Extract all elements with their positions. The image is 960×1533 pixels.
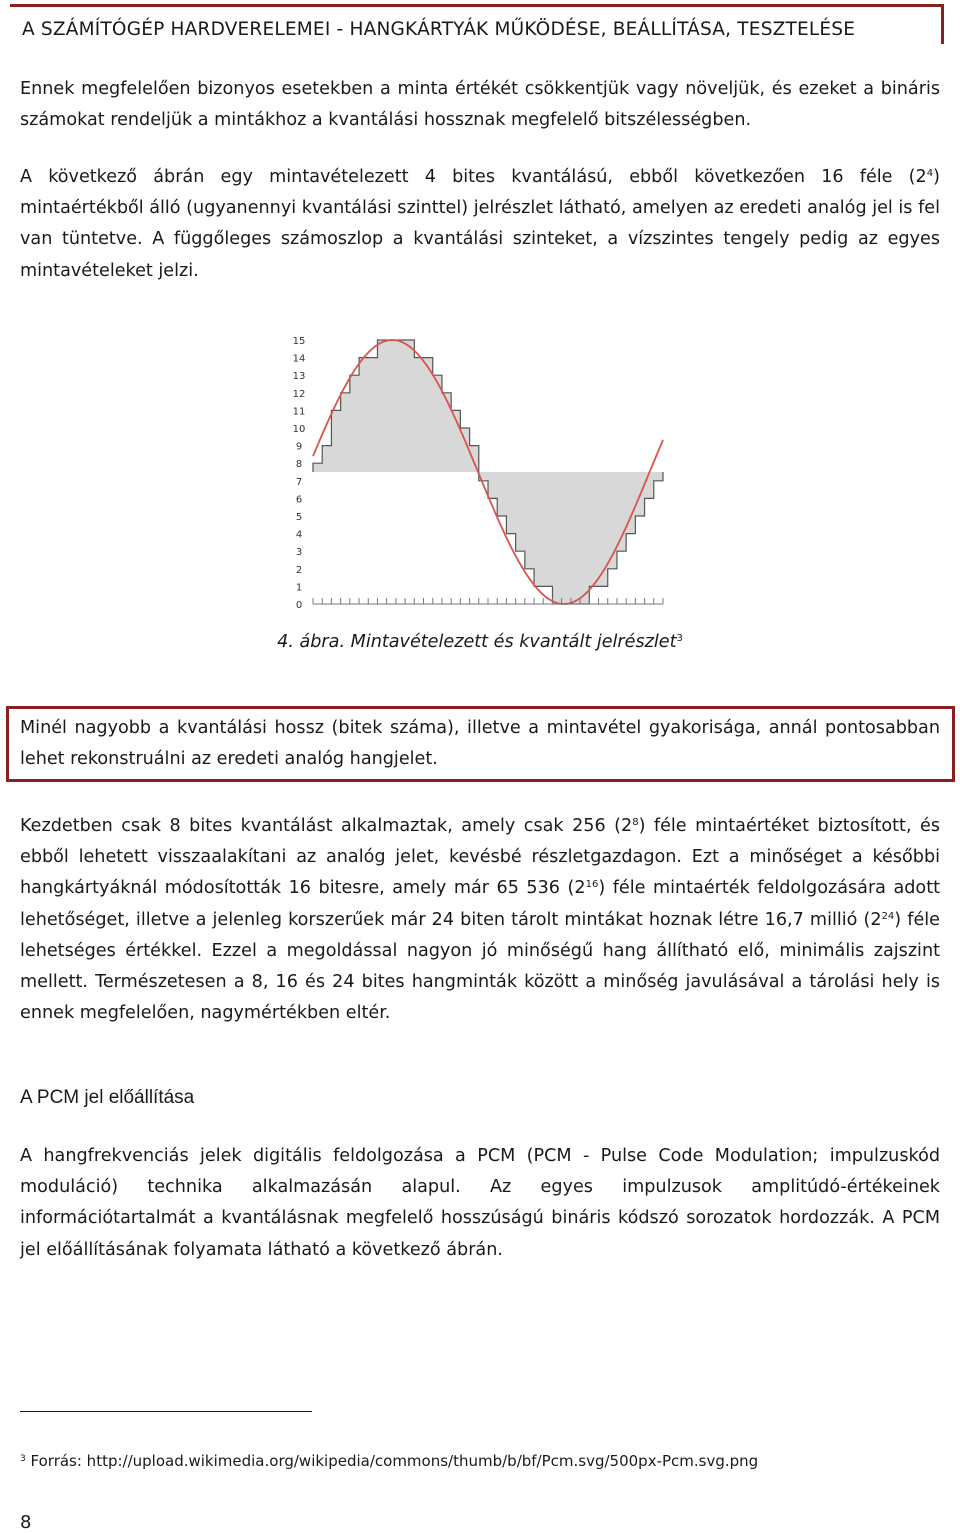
paragraph-2 xyxy=(20,162,940,287)
level-label: 8 xyxy=(295,459,303,471)
paragraph-3-text-b: ) féle mintaértéket biztosított, és ebből lehetett visszaalakítani az analóg jelet, kevésbé részletgazdagon. Ezt a minőséget a későbbi hangkártyáknál módosították 16 bitesre, amely már 65 536 (2 xyxy=(20,816,940,899)
highlight-box-text: Minél nagyobb a kvantálási hossz (bitek száma), illetve a mintavétel gyakorisága, annál pontosabban lehet rekonstruálni az eredeti analóg hangjelet. xyxy=(20,718,940,770)
level-label: 14 xyxy=(292,353,306,365)
level-label: 1 xyxy=(295,582,303,594)
level-label: 9 xyxy=(295,441,303,453)
paragraph-3-text-a: Kezdetben csak 8 bites kvantálást alkalmaztak, amely csak 256 (2 xyxy=(20,816,633,836)
page-header xyxy=(10,4,944,44)
highlight-box xyxy=(6,706,955,782)
paragraph-3-text-c: ) féle mintaérték feldolgozására adott lehetőséget, illetve a jelenleg korszerűek már 24 biten tárolt mintákat hoznak létre 16,7 millió (2 xyxy=(20,878,940,930)
level-label: 2 xyxy=(295,564,303,576)
level-label: 13 xyxy=(292,371,306,383)
caption-label: 4. ábra. xyxy=(277,632,346,652)
level-label: 10 xyxy=(292,424,306,435)
section-heading: A PCM jel előállítása xyxy=(20,1087,195,1108)
header-title: A SZÁMÍTÓGÉP HARDVERELEMEI - HANGKÁRTYÁK MŰKÖDÉSE, BEÁLLÍTÁSA, TESZTELÉSE xyxy=(22,19,856,40)
paragraph-3-text-d: ) féle lehetséges értékkel. Ezzel a megoldással nagyon jó minőségű hang állítható elő, minimális zajszint mellett. Természetesen a 8, 16 és 24 bites hangminták között a minőség javulásával a tárolási hely is ennek megfelelően, nagymértékben eltér. xyxy=(20,909,940,1024)
sample-ticks xyxy=(313,598,663,604)
paragraph-3 xyxy=(20,811,940,1029)
figure-caption xyxy=(0,632,960,652)
level-label: 11 xyxy=(292,406,306,418)
level-label: 4 xyxy=(295,529,303,541)
page-number: 8 xyxy=(20,1512,32,1533)
paragraph-1-text: Ennek megfelelően bizonyos esetekben a minta értékét csökkentjük vagy növeljük, és ezeket a bináris számokat rendeljük a mintákhoz a kvantálási hossznak megfelelő bitszélességben. xyxy=(20,79,940,131)
paragraph-4 xyxy=(20,1141,940,1266)
footnote-text: Forrás: http://upload.wikimedia.org/wikipedia/commons/thumb/b/bf/Pcm.svg/500px-Pcm.svg.png xyxy=(30,1452,759,1470)
paragraph-2-sup: 4 xyxy=(926,168,934,179)
caption-footnote-marker: 3 xyxy=(676,633,683,644)
footnote-marker: 3 xyxy=(20,1454,26,1464)
paragraph-2-text-a: A következő ábrán egy mintavételezett 4 bites kvantálású, ebből következően 16 féle (2 xyxy=(20,167,927,187)
level-label: 12 xyxy=(292,388,306,400)
pcm-figure xyxy=(285,328,670,613)
paragraph-3-sup-3: 24 xyxy=(881,910,895,922)
paragraph-4-text: A hangfrekvenciás jelek digitális feldolgozása a PCM (PCM - Pulse Code Modulation; impulzuskód moduláció) technika alkalmazásán alapul. Az egyes impulzusok amplitúdó-értékeinek információtartalmát a kvantálásnak megfelelő hosszúságú bináris kódszó sorozatok hordozzák. A PCM jel előállításának folyamata látható a következő ábrán. xyxy=(20,1146,940,1260)
paragraph-3-sup-1: 8 xyxy=(632,817,639,828)
level-label: 15 xyxy=(292,336,306,347)
paragraph-3-sup-2: 16 xyxy=(585,879,599,891)
caption-text: Mintavételezett és kvantált jelrészlet xyxy=(350,632,677,652)
paragraph-1 xyxy=(20,74,940,136)
level-label: 0 xyxy=(295,600,303,611)
level-label: 7 xyxy=(295,476,303,488)
footnote xyxy=(20,1452,758,1470)
paragraph-2-text-b: ) mintaértékből álló (ugyanennyi kvantálási szinttel) jelrészlet látható, amelyen az eredeti analóg jel is fel van tüntetve. A függőleges számoszlop a kvantálási szinteket, a vízszintes tengely pedig az egyes mintavételeket jelzi. xyxy=(20,167,940,281)
level-label: 3 xyxy=(295,547,303,559)
level-label: 5 xyxy=(295,512,303,523)
footnote-separator xyxy=(20,1411,312,1412)
level-labels xyxy=(293,336,306,611)
level-label: 6 xyxy=(295,494,303,506)
quantized-area xyxy=(313,340,663,604)
